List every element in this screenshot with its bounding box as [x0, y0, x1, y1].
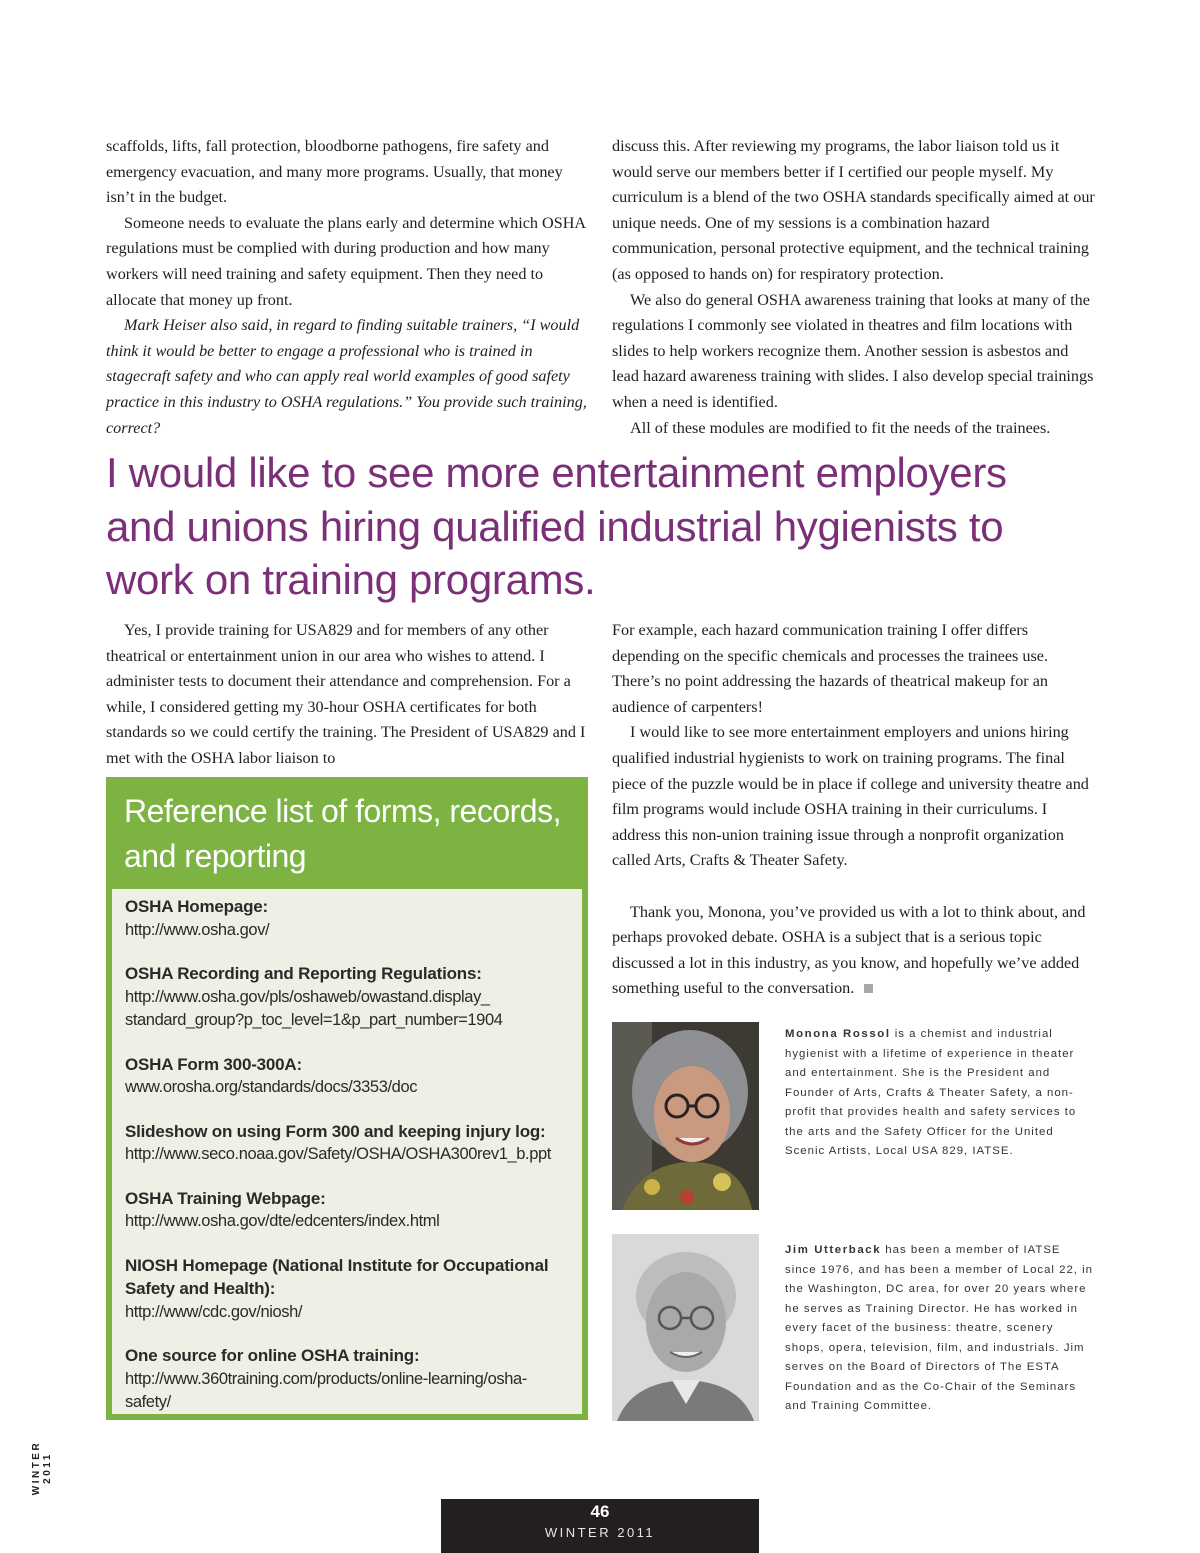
page-number: 46: [590, 1502, 610, 1521]
closing-paragraph: [612, 900, 1098, 1002]
reference-entry: [125, 1187, 572, 1234]
reference-link[interactable]: http://www.osha.gov/pls/oshaweb/owastand.display_ standard_group?p_toc_level=1&p_part_number=1904: [125, 987, 503, 1029]
article-column-top-right: [612, 134, 1096, 441]
reference-box-title: Reference list of forms, records, and reporting: [124, 793, 561, 874]
reference-list: [112, 889, 582, 1414]
footer-issue-label: WINTER 2011: [544, 1525, 656, 1540]
bio-name: Monona Rossol: [785, 1028, 891, 1040]
paragraph: We also do general OSHA awareness training that looks at many of the regulations I commonly see violated in theatres and film locations with slides to help workers recognize them. Another session is asbestos and lead hazard awareness training with slides. I also develop special trainings when a need is identified.: [612, 290, 1094, 411]
monona-rossol-photo: [612, 1022, 759, 1210]
reference-link[interactable]: http://www.seco.noaa.gov/Safety/OSHA/OSHA300rev1_b.ppt: [125, 1145, 551, 1163]
reference-entry: [125, 895, 572, 942]
bio-description: has been a member of IATSE since 1976, and has been a member of Local 22, in the Washington, DC area, for over 20 years where he serves as Training Director. He has worked in every facet of the business: theatre, scenery shops, opera, television, film, and industrials. Jim serves on the Board of Directors of The ESTA Foundation and as the Co-Chair of the Seminars and Training Committee.: [785, 1244, 1093, 1412]
bio-description: is a chemist and industrial hygienist with a lifetime of experience in theater and entertainment. She is the President and Founder of Arts, Crafts & Theater Safety, a non-profit that provides health and safety services to the arts and the Safety Officer for the United Scenic Artists, Local USA 829, IATSE.: [785, 1028, 1077, 1157]
article-column-bottom-right: [612, 618, 1098, 1002]
paragraph: For example, each hazard communication training I offer differs depending on the specific chemicals and processes the trainees use. There’s no point addressing the hazards of theatrical makeup for an audience of carpenters!: [612, 621, 1049, 716]
pull-quote: I would like to see more entertainment employers and unions hiring qualified industrial hygienists to work on training programs.: [106, 449, 1007, 603]
page-footer: [441, 1499, 759, 1553]
article-column-bottom-left: [106, 618, 590, 772]
paragraph: Someone needs to evaluate the plans early and determine which OSHA regulations must be complied with during production and how many workers will need training and safety equipment. Then they need to allocate that money up front.: [106, 213, 586, 309]
side-issue-label: WINTER 2011: [31, 1440, 53, 1496]
paragraph: Yes, I provide training for USA829 and for members of any other theatrical or entertainment union in our area who wishes to attend. I administer tests to document their attendance and comprehension. For a while, I considered getting my 30-hour OSHA certificates for both standards so we could certify the training. The President of USA829 and I met with the OSHA labor liaison to: [106, 621, 586, 767]
paragraph: All of these modules are modified to fit the needs of the trainees.: [630, 418, 1051, 437]
reference-entry: [125, 1344, 572, 1415]
reference-label: OSHA Recording and Reporting Regulations:: [125, 964, 482, 983]
reference-link[interactable]: http://www.360training.com/products/online-learning/osha-safety/: [125, 1369, 527, 1411]
closing-text: Thank you, Monona, you’ve provided us with a lot to think about, and perhaps provoked debate. OSHA is a subject that is a serious topic discussed a lot in this industry, as you know, and hopefully we’ve added something useful to the conversation.: [612, 902, 1086, 998]
reference-entry: [125, 1053, 572, 1100]
portrait-illustration: [612, 1022, 759, 1210]
end-mark-icon: [864, 984, 873, 993]
bio-monona-rossol: [785, 1025, 1095, 1162]
reference-label: One source for online OSHA training:: [125, 1346, 420, 1365]
paragraph-gap: [612, 874, 1098, 900]
reference-label: Slideshow on using Form 300 and keeping injury log:: [125, 1121, 546, 1141]
paragraph: discuss this. After reviewing my programs, the labor liaison told us it would serve our members better if I certified our people myself. My curriculum is a blend of the two OSHA standards specifically aimed at our unique needs. One of my sessions is a combination hazard communication, personal protective equipment, and the technical training (as opposed to hands on) for respiratory protection.: [612, 137, 1095, 283]
reference-entry: [125, 962, 572, 1033]
reference-box: [106, 777, 588, 1420]
reference-label: NIOSH Homepage (National Institute for Occupational Safety and Health):: [125, 1255, 549, 1298]
reference-label: OSHA Form 300-300A:: [125, 1054, 302, 1074]
reference-link[interactable]: http://www.osha.gov/dte/edcenters/index.html: [125, 1212, 440, 1230]
reference-link[interactable]: http://www/cdc.gov/niosh/: [125, 1302, 303, 1321]
bio-jim-utterback: [785, 1241, 1095, 1417]
reference-link[interactable]: www.orosha.org/standards/docs/3353/doc: [125, 1078, 418, 1096]
reference-label: OSHA Homepage:: [125, 897, 268, 916]
reference-entry: [125, 1120, 572, 1167]
reference-label: OSHA Training Webpage:: [125, 1188, 326, 1208]
jim-utterback-photo: [612, 1234, 759, 1421]
article-column-top-left: [106, 134, 590, 441]
reference-entry: [125, 1254, 572, 1325]
interview-question: Mark Heiser also said, in regard to finding suitable trainers, “I would think it would be better to engage a professional who is trained in stagecraft safety and who can apply real world examples of good safety practice in this industry to OSHA regulations.” You provide such training, correct?: [106, 316, 587, 437]
paragraph: scaffolds, lifts, fall protection, bloodborne pathogens, fire safety and emergency evacuation, and many more programs. Usually, that money isn’t in the budget.: [106, 137, 563, 207]
reference-link[interactable]: http://www.osha.gov/: [125, 920, 270, 939]
portrait-illustration: [612, 1234, 759, 1421]
paragraph: I would like to see more entertainment employers and unions hiring qualified industrial hygienists to work on training programs. The final piece of the puzzle would be in place if college and university theatre and film programs would include OSHA training in their curriculums. I address this non-union training issue through a nonprofit organization called Arts, Crafts & Theater Safety.: [612, 723, 1089, 870]
bio-name: Jim Utterback: [785, 1244, 882, 1256]
